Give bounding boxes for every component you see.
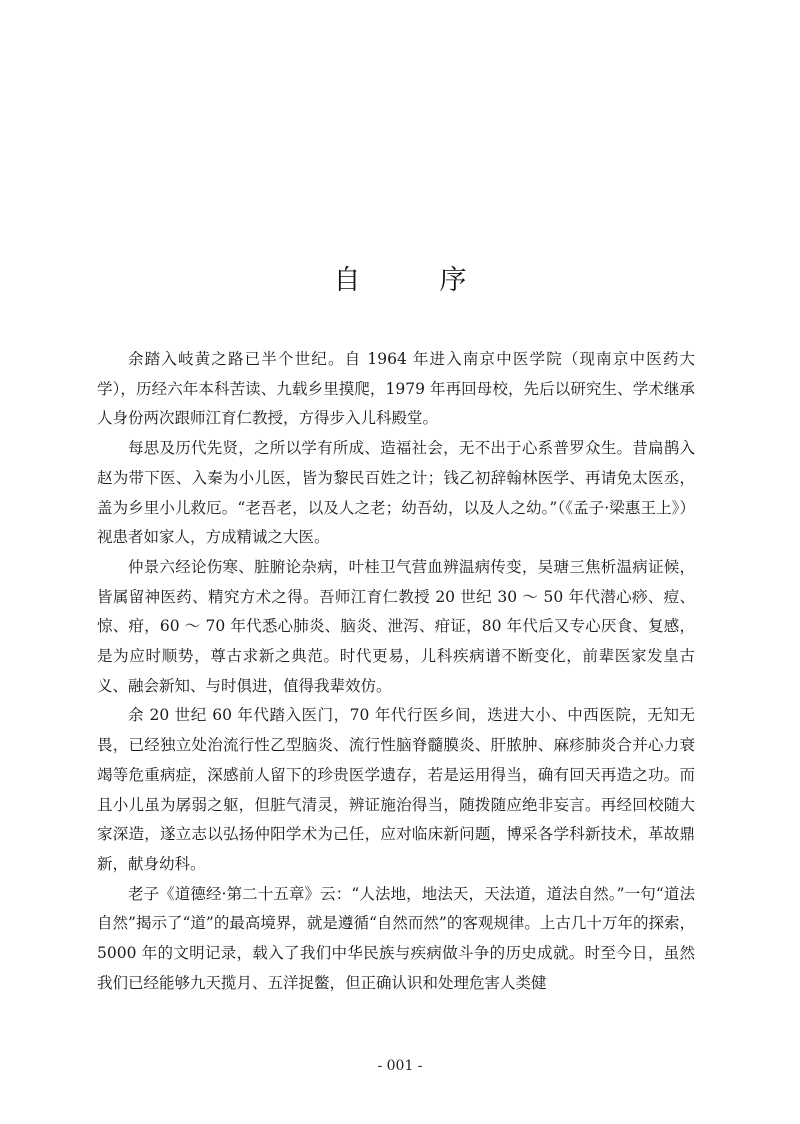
paragraph: 每思及历代先贤，之所以学有所成、造福社会，无不出于心系普罗众生。昔扁鹊入赵为带下医、入秦为小儿医，皆为黎民百姓之计；钱乙初辞翰林医学、再请免太医丞，盖为乡里小儿救厄。“老吾老，以及人之老；幼吾幼，以及人之幼。”（《孟子·梁惠王上》）视患者如家人，方成精诚之大医。 [97,439,695,547]
preface-body [97,345,695,998]
page-number: - 001 - [377,1058,423,1074]
page-title: 自 序 [333,265,493,296]
paragraph: 老子《道德经·第二十五章》云：“人法地，地法天，天法道，道法自然。”一句“道法自然”揭示了“道”的最高境界，就是遵循“自然而然”的客观规律。上古几十万年的探索，5000 年的文明记录，载入了我们中华民族与疾病做斗争的历史成就。时至今日，虽然我们已经能够九天揽月、五洋捉鳖，但正确认识和处理危害人类健 [97,884,695,992]
paragraph: 余踏入岐黄之路已半个世纪。自 1964 年进入南京中医学院（现南京中医药大学），历经六年本科苦读、九载乡里摸爬，1979 年再回母校，先后以研究生、学术继承人身份两次跟师江育仁教授，方得步入儿科殿堂。 [97,350,695,428]
paragraph: 仲景六经论伤寒、脏腑论杂病，叶桂卫气营血辨温病传变，吴瑭三焦析温病证候，皆属留神医药、精究方术之得。吾师江育仁教授 20 世纪 30 ～ 50 年代潜心痧、痘、惊、疳，60 ～ 70 年代悉心肺炎、脑炎、泄泻、疳证，80 年代后又专心厌食、复感，是为应时顺势，尊古求新之典范。时代更易，儿科疾病谱不断变化，前辈医家发皇古义、融会新知、与时俱进，值得我辈效仿。 [97,557,695,695]
paragraph: 余 20 世纪 60 年代踏入医门，70 年代行医乡间，迭进大小、中西医院，无知无畏，已经独立处治流行性乙型脑炎、流行性脑脊髓膜炎、肝脓肿、麻疹肺炎合并心力衰竭等危重病症，深感前人留下的珍贵医学遗存，若是运用得当，确有回天再造之功。而且小儿虽为孱弱之躯，但脏气清灵，辨证施治得当，随拨随应绝非妄言。再经回校随大家深造，遂立志以弘扬仲阳学术为己任，应对临床新问题，博采各学科新技术，革故鼎新，献身幼科。 [97,706,695,873]
